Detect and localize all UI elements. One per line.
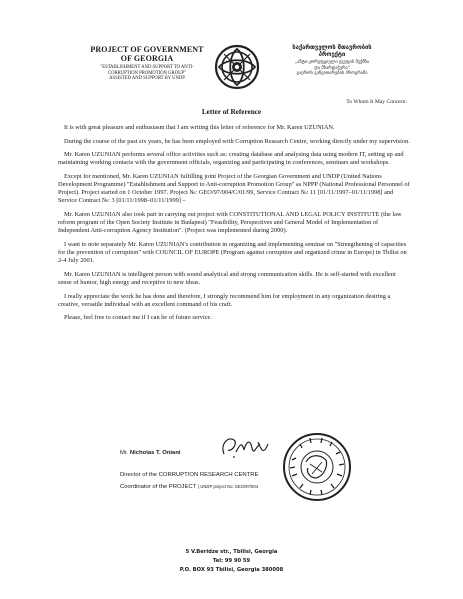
letterhead-english xyxy=(82,45,212,82)
footer-address: 5 V.Beridze str., Tbilisi, Georgia xyxy=(185,549,278,555)
emblem-logo-icon xyxy=(214,44,260,90)
letterhead-title-line1: PROJECT OF GOVERNMENT xyxy=(90,45,204,54)
signatory-position: Director of the CORRUPTION RESEARCH CENTRE xyxy=(120,472,259,478)
letterhead-sub-line2: CORRUPTION PROMOTION GROUP" xyxy=(108,70,186,76)
paragraph-closing: Please, feel free to contact me if I can be of future service. xyxy=(64,314,212,322)
letterhead-ge-sub-line3: გაეროს განვითარების პროგრამა xyxy=(296,71,368,77)
letterhead-ge-title-line1: საქართველოს მთავრობის xyxy=(292,45,372,51)
paragraph-employment: During the course of the past six years, he has been employed with Corruption Research Centre, working directly under my supervision. xyxy=(64,137,410,145)
letterhead-ge-sub-line2: და მხარდაჭერა" xyxy=(314,65,350,71)
signatory-title: Mr. xyxy=(120,450,129,456)
letterhead-georgian xyxy=(278,44,386,77)
salutation-to-whom: To Whom It May Concern: xyxy=(346,99,407,105)
undp-project-ref: ( UNDP project No: GEO/97/004 xyxy=(197,484,259,489)
signatory-coordinator: Coordinator of the PROJECT xyxy=(120,484,197,490)
paragraph-council-of-europe: I want to note separately Mr. Karen UZUNIAN's contribution in organizing and implementing seminar on "Strengthening of capacities for the prevention of corruption" with COUNCIL OF EUROPE (Program against corruption and organized crime in Europe) in Tbilisi on 2-4 July 2001. xyxy=(58,241,407,265)
letterhead-title-line2: OF GEORGIA xyxy=(120,54,174,63)
signatory-name: Nicholas T. Oniani xyxy=(129,450,181,456)
paragraph-intro: It is with great pleasure and enthusiasm that I am writing this letter of reference for Mr. Karen UZUNIAN. xyxy=(64,124,335,131)
footer-contact xyxy=(0,548,463,575)
paragraph-activities: Mr. Karen UZUNIAN performs several office activities such as: creating database and analysing data using modern IT, setting up and maintaining working contacts with the government officials, organizing and participating in conferences, seminars and workshops. xyxy=(58,151,404,167)
signatory-coordinator-line xyxy=(120,484,258,490)
letterhead-ge-title-line2: პროექტი xyxy=(318,52,346,58)
footer-telephone: Tel: 99 90 59 xyxy=(212,558,251,564)
letterhead-ge-sub-line1: „ანტი-კორუფციული ჯგუფის შექმნა xyxy=(294,60,370,65)
signatory-name-line xyxy=(120,450,181,456)
paragraph-clpi-project: Mr. Karen UZUNIAN also took part in carrying out project with CONSTITUTIONAL AND LEGAL POLICY INSTITUTE (the law reform program of the Open Society Institute in Budapest) "Feasibility, Perspectives and General Model of Implementation of Independent Anti-corruption Agency Institution". (Project was implemented during 2000). xyxy=(58,211,402,235)
handwritten-signature xyxy=(218,432,278,462)
letterhead-sub-line3: ASSISTED AND SUPPORT BY UNDP xyxy=(109,76,185,82)
letter-body xyxy=(58,124,410,328)
letterhead-sub-line1: "ESTABLISHMENT AND SUPPORT TO ANTI- xyxy=(100,65,194,70)
footer-po-box: P.O. BOX 93 Tbilisi, Georgia 380008 xyxy=(179,567,284,573)
official-stamp xyxy=(282,432,352,502)
paragraph-undp-project: Except for mentioned, Mr. Karen UZUNIAN fulfilling joint Project of the Georgian Government and UNDP (United Nations Development Programme) "Establishment and Support to Anti-corruption Promotion Group" as NPPP (National Professional Personnel of Project). Project started on 1 October 1997. Project №: GEO/97/004/C/01/99, Service Contract №: 11 [01/11/1997–01/11/1998] and Service Contract №: 3 [01/11/1998–01/11/1999] – xyxy=(58,173,410,205)
paragraph-qualities: Mr. Karen UZUNIAN is intelligent person with sound analytical and strong communication skills. He is self-started with excellent sense of humor, high energy and receptive to new ideas. xyxy=(58,270,396,286)
letter-title: Letter of Reference xyxy=(201,108,262,116)
paragraph-recommendation: I really appreciate the work he has done and therefore, I strongly recommend him for employment in any organization desiring a creative, versatile individual with an excellent command of his craft. xyxy=(58,292,391,308)
